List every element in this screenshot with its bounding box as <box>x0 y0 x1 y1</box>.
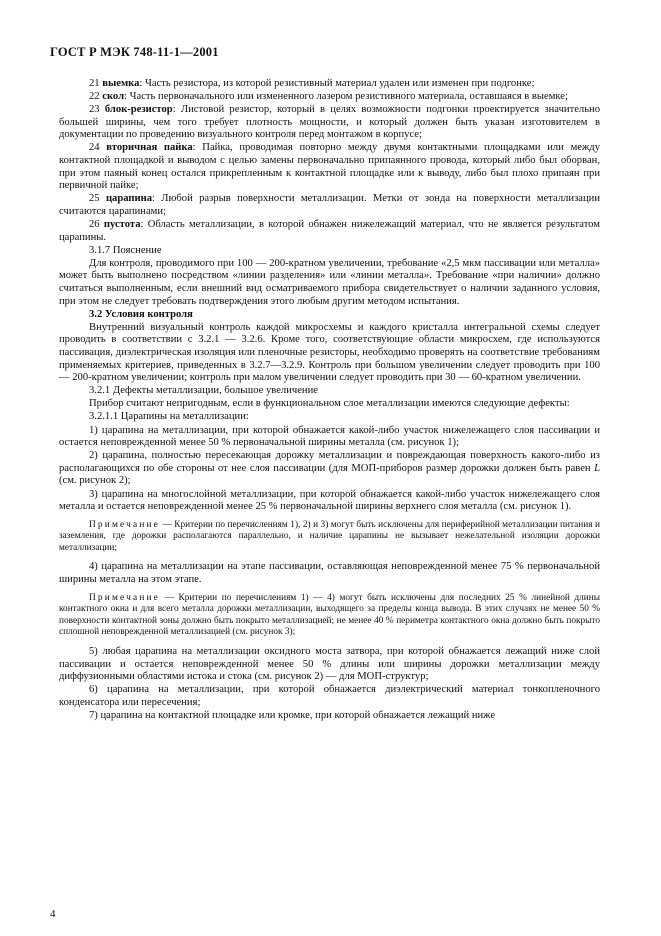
note-label: Примечание <box>89 519 160 530</box>
document-header: ГОСТ Р МЭК 748-11-1—2001 <box>50 45 219 59</box>
term-25: 25 царапина: Любой разрыв поверхности металлизации. Метки от зонда на поверхности металлизации считаются царапинами; <box>59 193 600 217</box>
term-word: пустота <box>103 219 141 231</box>
list-item-5: 5) любая царапина на металлизации оксидного моста затвора, при которой обнажается лежащий ниже слой пассивации и остается неповрежденной менее 50 % длины или ширины дорожки металлизации между диффузионными областями истока и стока (см. рисунок 2) — для МОП-структур; <box>59 646 600 683</box>
term-word: вторичная пайка <box>106 142 193 154</box>
term-21: 21 выемка: Часть резистора, из которой резистивный материал удален или изменен при подгонке; <box>89 78 535 89</box>
term-24: 24 вторичная пайка: Пайка, проводимая повторно между двумя контактными площадками или между контактной площадкой и выводом с целью замены первоначально припаянного провода, который либо был оборван, при этом паяный конец остался прикрепленным к контактной площадке или к выводу, либо был плохо припаян при первичной пайке; <box>59 142 600 192</box>
list-item-7: 7) царапина на контактной площадке или кромке, при которой обнажается лежащий ниже <box>89 710 496 721</box>
section-3-1-7-text: Для контроля, проводимого при 100 — 200-кратном увеличении, требование «2,5 мкм пассивации или металла» может быть выполнено посредством «линии разделения» или «линии металла». Требование «при наличии» должно считаться выполненным, если внешний вид осматриваемого прибора свидетельствует о наличии заданного условия, при этом не следует требовать подтверждения этого любым другим методом испытания. <box>59 257 600 307</box>
section-3-2-heading: 3.2 Условия контроля <box>89 308 193 320</box>
note-2: Примечание — Критерии по перечислениям 1) — 4) могут быть исключены для последних 25 % линейной длины контактного окна и для всего металла дорожки металлизации, выходящего за пределы конца вывода. В этих случаях не менее 50 % поверхности контактной зоны должно быть покрыто металлизацией; не менее 40 % периметра контактного окна должно быть покрыто сплошной неповрежденной металлизацией (см. рисунок 3); <box>59 592 600 638</box>
list-item-3: 3) царапина на многослойной металлизации, при которой обнажается какой-либо участок нижележащего слоя металла и остается неповрежденной менее 25 % первоначальной ширины верхнего слоя металла (см. рисунок 1). <box>59 488 600 513</box>
section-3-2-text: Внутренний визуальный контроль каждой микросхемы и каждого кристалла интегральной схемы следует проводить в соответствии с 3.2.1 — 3.2.6. Кроме того, соответствующие области микросхем, где используются пассивация, диэлектрическая изоляция или пленочные резисторы, необходимо проверять на соответствие требованиям применяемых критериев, приведенных в 3.2.7—3.2.9. Контроль при большом увеличении следует проводить при 100 — 200-кратном увеличении; контроль при малом увеличении следует проводить при 30 — 60-кратном увеличении. <box>59 321 600 384</box>
term-word: блок-резистор <box>104 104 173 116</box>
list-item-2: 2) царапина, полностью пересекающая дорожку металлизации и повреждающая поверхность какого-либо из располагающихся по обе стороны от нее слоя пассивации (для МОП-приборов размер дорожки должен быть равен L (см. рисунок 2); <box>59 450 600 487</box>
list-item-1: 1) царапина на металлизации, при которой обнажается какой-либо участок нижележащего слоя пассивации и остается неповрежденной менее 50 % первоначальной ширины металла (см. рисунок 1); <box>59 424 600 449</box>
term-word: скол <box>102 91 125 103</box>
term-word: выемка <box>102 78 140 89</box>
term-23: 23 блок-резистор: Листовой резистор, который в целях возможности подгонки проектируется значительно большей ширины, чем того требует плотность мощности, и который должен быть указан изготовителем в документации по проведению визуального контроля перед монтажом в корпусе; <box>59 104 600 141</box>
term-22: 22 скол: Часть первоначального или измененного лазером резистивного материала, оставшаяся в выемке; <box>89 91 568 103</box>
page-number: 4 <box>50 908 56 920</box>
list-item-4: 4) царапина на металлизации на этапе пассивации, оставляющая неповрежденной менее 75 % первоначальной ширины металла на этом этапе. <box>59 561 600 586</box>
note-1: Примечание — Критерии по перечислениям 1), 2) и 3) могут быть исключены для периферийной металлизации питания и заземления, где дорожки располагаются параллельно, и наличие царапины не вызывает нежелательной изоляции дорожки металлизации; <box>59 519 600 553</box>
term-word: царапина <box>105 193 153 205</box>
section-3-1-7-heading: 3.1.7 Пояснение <box>89 244 162 256</box>
document-body <box>59 78 600 723</box>
variable-l: L <box>594 462 600 474</box>
section-3-2-1-heading: 3.2.1 Дефекты металлизации, большое увеличение <box>89 385 318 397</box>
list-item-6: 6) царапина на металлизации, при которой обнажается диэлектрический материал тонкопленочного конденсатора или пересечения; <box>59 684 600 708</box>
term-26: 26 пустота: Область металлизации, в которой обнажен нижележащий материал, что не является результатом царапины. <box>59 219 600 243</box>
section-3-2-1-text: Прибор считают непригодным, если в функциональном слое металлизации имеются следующие дефекты: <box>89 398 570 410</box>
section-3-2-1-1-heading: 3.2.1.1 Царапины на металлизации: <box>89 411 249 423</box>
note-label: Примечание <box>89 592 160 603</box>
